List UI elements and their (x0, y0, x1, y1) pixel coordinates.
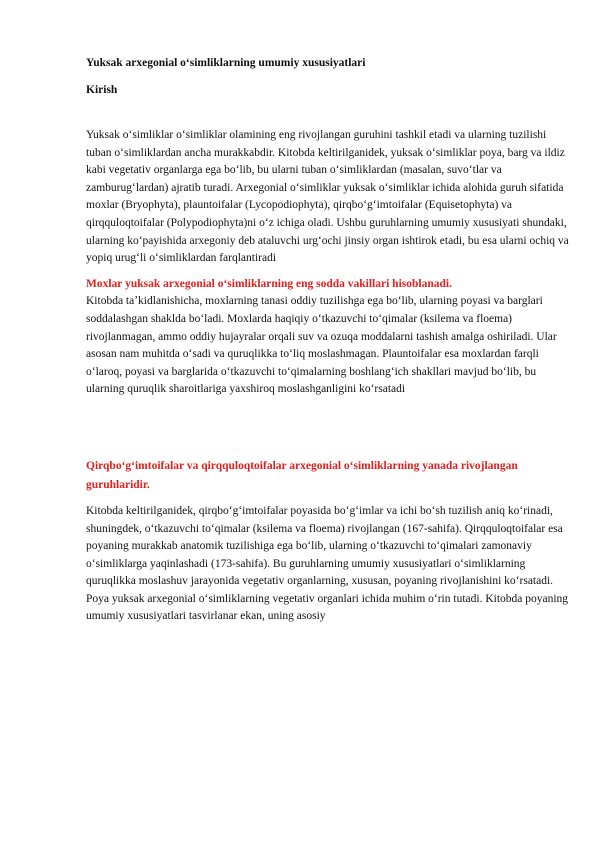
paragraph-mosses: Kitobda taʼkidlanishicha, moxlarning tanasi oddiy tuzilishga ega boʻlib, ularning poyasi va barglari soddalashgan shaklda boʻladi. Moxlarda haqiqiy oʻtkazuvchi toʻqimalar (ksilema va floema) rivojlanmagan, ammo oddiy hujayralar orqali suv va ozuqa moddalarni tashish amalga oshiriladi. Ular asosan nam muhitda oʻsadi va quruqlikka toʻliq moslashmagan. Plauntoifalar esa moxlardan farqli oʻlaroq, poyasi va barglarida oʻtkazuvchi toʻqimalarning boshlangʻich shakllari mavjud boʻlib, bu ularning quruqlik sharoitlariga yaxshiroq moslashganligini koʻrsatadi (86, 295, 557, 396)
highlighted-heading-horsetails-ferns: Qirqboʻgʻimtoifalar va qirqquloqtoifalar arxegonial oʻsimliklarning yanada rivojlangan guruhlaridir. (86, 459, 518, 491)
highlighted-heading-mosses: Moxlar yuksak arxegonial oʻsimliklarning eng sodda vakillari hisoblanadi. (86, 277, 452, 290)
paragraph-stem: Poya yuksak arxegonial oʻsimliklarning vegetativ organlari ichida muhim oʻrin tutadi. Kitobda poyaning umumiy xususiyatlari tasvirlanar ekan, uning asosiy (86, 592, 569, 623)
section-heading-intro: Kirish (86, 84, 118, 96)
document-title: Yuksak arxegonial oʻsimliklarning umumiy xususiyatlari (86, 57, 366, 69)
document-page (86, 56, 572, 626)
paragraph-intro: Yuksak oʻsimliklar oʻsimliklar olamining eng rivojlangan guruhini tashkil etadi va ularning tuzilishi tuban oʻsimliklardan ancha murakkabdir. Kitobda keltirilganidek, yuksak oʻsimliklar poya, barg va ildiz kabi vegetativ organlarga ega boʻlib, bu ularni tuban oʻsimliklardan (masalan, suvoʻtlar va zamburugʻlardan) ajratib turadi. Arxegonial oʻsimliklar yuksak oʻsimliklar ichida alohida guruh sifatida moxlar (Bryophyta), plauntoifalar (Lycopodiophyta), qirqboʻgʻimtoifalar (Equisetophyta) va qirqquloqtoifalar (Polypodiophyta)ni oʻz ichiga oladi. Ushbu guruhlarning umumiy xususiyati shundaki, ularning koʻpayishida arxegoniy deb ataluvchi urgʻochi jinsiy organ ishtirok etadi, bu esa ularni ochiq va yopiq urugʻli oʻsimliklardan farqlantiradi (86, 129, 569, 265)
paragraph-horsetails-ferns: Kitobda keltirilganidek, qirqboʻgʻimtoifalar poyasida boʻgʻimlar va ichi boʻsh tuzilish aniq koʻrinadi, shuningdek, oʻtkazuvchi toʻqimalar (ksilema va floema) rivojlangan (167-sahifa). Qirqquloqtoifalar esa poyaning murakkab anatomik tuzilishiga ega boʻlib, ularning oʻtkazuvchi toʻqimalari zamonaviy oʻsimliklarga yaqinlashadi (173-sahifa). Bu guruhlarning umumiy xususiyatlari oʻsimliklarning quruqlikka moslashuv jarayonida vegetativ organlarning, xususan, poyaning rivojlanishini koʻrsatadi. (86, 504, 563, 588)
